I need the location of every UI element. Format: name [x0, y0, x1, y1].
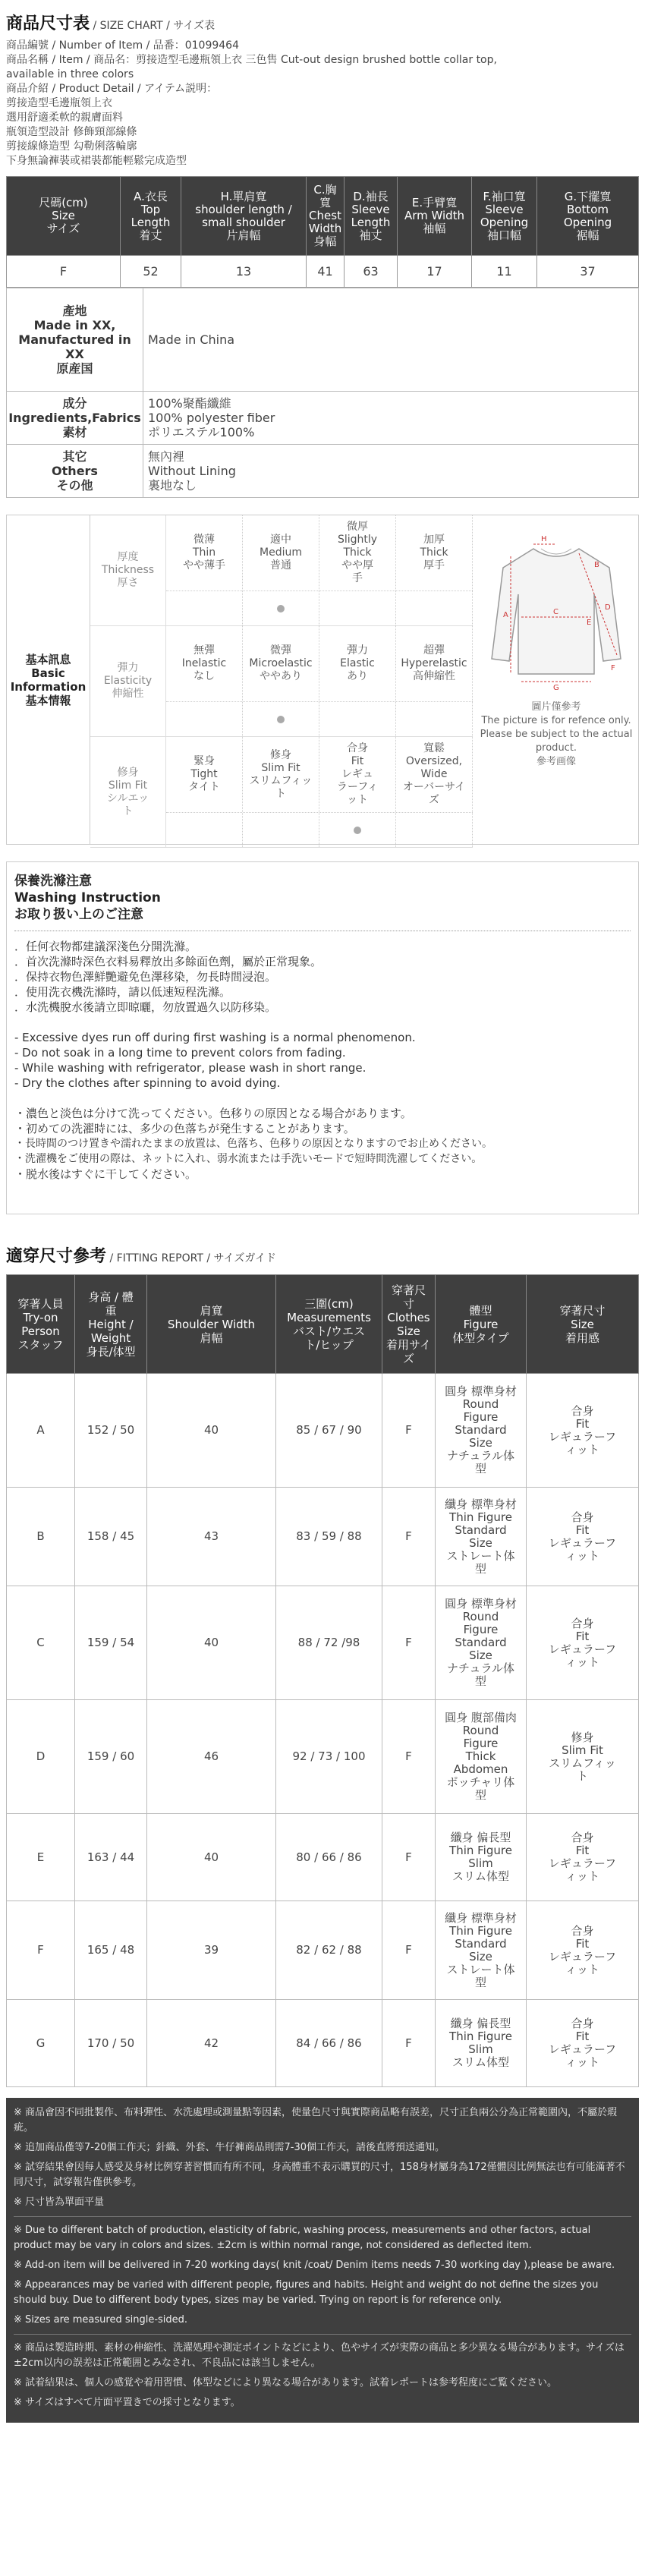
size-cell: 41 [307, 256, 345, 288]
size-header-label: F.袖口寬 Sleeve Opening 袖口幅 [480, 189, 529, 242]
wash-line: - While washing with refrigerator, please wash in short range. [14, 1061, 367, 1075]
size-header-label: 尺碼(cm) Size サイズ [39, 196, 88, 235]
size-header [7, 177, 121, 256]
wash-line: ・洗濯機をご使用の際は、ネットに入れ、弱水流または手洗いモードで短時間洗濯してください。 [14, 1153, 483, 1165]
note-line: ※ 追加商品僅等7-20個工作天；針織、外套、牛仔褲商品則需7-30個工作天，請後直將預送通知。 [14, 2142, 445, 2153]
size-header [537, 177, 639, 256]
fitting-header: 穿著人員 Try-on Person スタッフ [7, 1275, 75, 1374]
size-chart-subtitle: / SIZE CHART / サイズ表 [90, 20, 216, 32]
diagram-letter: G [553, 684, 559, 692]
basic-info-title: 基本訊息 Basic Information 基本情報 [10, 652, 87, 707]
size-header-label: A.衣長 Top Length 着丈 [131, 189, 171, 242]
selected-dot-icon [277, 716, 285, 723]
fitting-cell: 83 / 59 / 88 [276, 1488, 382, 1586]
size-header [345, 177, 398, 256]
basic-info-indicator [243, 813, 319, 847]
fitting-title: 適穿尺寸參考 [6, 1247, 107, 1266]
diagram-letter: B [594, 561, 599, 569]
info-line: 下身無論褲裝或裙裝都能輕鬆完成造型 [6, 155, 187, 167]
wash-line: ．保持衣物色澤鮮艷避免色澤移染，勿長時間浸泡。 [14, 970, 277, 984]
size-table [6, 176, 639, 288]
fitting-cell: 159 / 60 [75, 1700, 147, 1814]
fitting-cell: 圓身 腹部備肉 Round Figure Thick Abdomen ポッチャリ体 型 [436, 1700, 527, 1814]
basic-info-category: 修身 Slim Fit シルエッ ト [90, 737, 166, 847]
diagram-letter: D [605, 603, 611, 612]
fitting-cell: 82 / 62 / 88 [276, 1901, 382, 2000]
diagram-letter: F [611, 664, 615, 672]
fitting-cell: 合身 Fit レギュラーフ ィット [527, 1488, 639, 1586]
selected-dot-icon [277, 605, 285, 613]
wash-line: ．首次洗滌時深色衣料易釋放出多餘面色劑，屬於正常現象。 [14, 955, 322, 968]
basic-info-option: 微彈 Microelastic ややあり [243, 626, 319, 701]
note-line: ※ 尺寸皆為單面平量 [14, 2197, 105, 2208]
note-line: ※ Sizes are measured single-sided. [14, 2314, 188, 2326]
fitting-header: 穿著尺寸 Size 着用感 [527, 1275, 639, 1374]
note-line: ※ サイズはすべて片面平置きでの採寸となります。 [14, 2397, 241, 2408]
fitting-cell: C [7, 1586, 75, 1700]
fitting-cell: F [382, 1700, 436, 1814]
size-cell: 11 [472, 256, 537, 288]
fitting-cell: 40 [147, 1374, 276, 1488]
garment-diagram [473, 515, 640, 844]
fitting-cell: D [7, 1700, 75, 1814]
fitting-cell: 合身 Fit レギュラーフ ィット [527, 1901, 639, 2000]
info-line: 商品介紹 / Product Detail / アイテム説明： [6, 83, 218, 95]
fitting-cell: F [382, 1374, 436, 1488]
basic-info-indicator [396, 702, 473, 736]
note-line: ※ Appearances may be varied with different people, figures and habits. Height and weight do not define the sizes you should buy. Due to different body types, sizes may be varied. Trying on report is for reference only. [14, 2279, 599, 2306]
material-row [7, 288, 639, 392]
basic-info-option: 超彈 Hyperelastic 高伸縮性 [396, 626, 473, 701]
origin-value: Made in China [148, 332, 235, 347]
fitting-cell: 165 / 48 [75, 1901, 147, 2000]
size-chart-title: 商品尺寸表 [6, 14, 90, 33]
picture-caption: 圖片僅參考 The picture is for refence only. Please be subject to the actual product. 參考画像 [480, 701, 633, 767]
wash-line: ・濃色と淡色は分けて洗ってください。色移りの原因となる場合があります。 [14, 1107, 412, 1120]
fitting-cell: F [7, 1901, 75, 2000]
size-cell: 63 [345, 256, 398, 288]
wash-line: ・脱水後はすぐに干してください。 [14, 1167, 197, 1181]
note-line: ※ 試着結果は、個人の感覚や着用習慣、体型などにより異なる場合があります。試着レポートは参考程度にご覧ください。 [14, 2377, 557, 2389]
fitting-cell: F [382, 1488, 436, 1586]
material-value [143, 392, 639, 445]
info-line: 商品名稱 / Item / 商品名：剪接造型毛邊瓶領上衣 三色售 Cut-out design brushed bottle collar top, [6, 54, 497, 66]
fitting-header: 穿著尺 寸 Clothes Size 着用サイ ズ [382, 1275, 436, 1374]
fitting-cell: F [382, 1586, 436, 1700]
origin-label: 產地 Made in XX, Manufactured in XX 原産国 [18, 304, 131, 376]
others-label: 其它 Others その他 [52, 449, 98, 493]
basic-info-indicator [166, 591, 243, 625]
basic-info-row [90, 626, 473, 737]
info-line: 商品編號 / Number of Item / 品番：01099464 [6, 39, 239, 52]
fitting-cell: 纖身 偏長型 Thin Figure Slim スリム体型 [436, 2000, 527, 2087]
basic-info-indicator [319, 702, 396, 736]
note-line: ※ 商品會因不同批製作、布料彈性、水洗處理或測量點等因素，使量色尺寸與實際商品略有誤差，尺寸正負兩公分為正常範圍內，不屬於瑕疵。 [14, 2107, 618, 2134]
wash-line: ．任何衣物都建議深淺色分開洗滌。 [14, 940, 197, 953]
size-header [472, 177, 537, 256]
basic-info-option: 修身 Slim Fit スリムフィッ ト [243, 737, 319, 812]
table-row [7, 1586, 639, 1700]
material-row [7, 445, 639, 498]
fitting-cell: 152 / 50 [75, 1374, 147, 1488]
notes-panel [6, 2098, 639, 2423]
diagram-letter: A [503, 611, 508, 619]
material-table [6, 288, 639, 498]
basic-info-grid [90, 515, 473, 848]
info-line: 剪接線條造型 勾勒俐落輪廓 [6, 140, 137, 153]
material-label [7, 392, 143, 445]
material-value [143, 445, 639, 498]
diagram-letter: C [553, 608, 558, 616]
fitting-cell: 纖身 偏長型 Thin Figure Slim スリム体型 [436, 1814, 527, 1901]
material-label [7, 288, 143, 392]
note-line: ※ 商品は製造時期、素材の伸縮性、洗濯処理や測定ポイントなどにより、色やサイズが実際の商品と多少異なる場合があります。サイズは±2cm以内の誤差は正常範囲とみなされ、不良品には該当しません。 [14, 2342, 625, 2369]
fitting-cell: 40 [147, 1814, 276, 1901]
fitting-cell: 163 / 44 [75, 1814, 147, 1901]
fitting-cell: F [382, 2000, 436, 2087]
note-line: ※ 試穿結果會因每人感受及身材比例穿著習慣而有所不同，身高體重不表示購買的尺寸，158身材屬身為172僅體因比例無法也有可能滿著不同尺寸，試穿報告僅供參考。 [14, 2162, 625, 2188]
basic-info-indicator [166, 702, 243, 736]
table-row [7, 1700, 639, 1814]
divider [14, 2334, 631, 2335]
fabric-value: 100%聚酯纖維 100% polyester fiber ポリエステル100% [148, 396, 275, 439]
size-header-label: D.袖長 Sleeve Length 袖丈 [351, 189, 391, 242]
material-row [7, 392, 639, 445]
basic-info-option: 寬鬆 Oversized, Wide オーバーサイ ズ [396, 737, 473, 812]
info-line: 瓶領造型設計 修飾頸部線條 [6, 126, 137, 138]
fitting-header: 三圍(cm) Measurements バスト/ウエス ト/ヒップ [276, 1275, 382, 1374]
fitting-cell: 84 / 66 / 86 [276, 2000, 382, 2087]
table-row [7, 1901, 639, 2000]
basic-info-option: 合身 Fit レギュ ラーフィ ット [319, 737, 396, 812]
wash-line: ．水洗機脫水後請立即晾曬，勿放置過久以防移染。 [14, 1000, 277, 1014]
info-line: 剪接造型毛邊瓶領上衣 [6, 97, 112, 109]
basic-info-category: 厚度 Thickness 厚さ [90, 515, 166, 625]
info-line: available in three colors [6, 68, 134, 80]
basic-info-indicator [396, 813, 473, 847]
size-cell: F [7, 256, 121, 288]
product-info [6, 39, 639, 168]
size-header-label: G.下擺寬 Bottom Opening 裾幅 [563, 189, 612, 242]
fitting-cell: 合身 Fit レギュラーフ ィット [527, 1586, 639, 1700]
fitting-cell: 80 / 66 / 86 [276, 1814, 382, 1901]
size-header [398, 177, 472, 256]
fitting-cell: 159 / 54 [75, 1586, 147, 1700]
fitting-cell: 42 [147, 2000, 276, 2087]
fitting-cell: 46 [147, 1700, 276, 1814]
basic-info-option: 微厚 Slightly Thick やや厚 手 [319, 515, 396, 590]
basic-info-panel [6, 515, 639, 845]
fitting-cell: 圓身 標準身材 Round Figure Standard Size ナチュラル体 型 [436, 1586, 527, 1700]
size-header [307, 177, 345, 256]
fitting-heading [6, 1233, 639, 1267]
fitting-cell: 圓身 標準身材 Round Figure Standard Size ナチュラル体 型 [436, 1374, 527, 1488]
wash-line: - Do not soak in a long time to prevent colors from fading. [14, 1046, 346, 1060]
fitting-cell: 88 / 72 /98 [276, 1586, 382, 1700]
size-header [181, 177, 307, 256]
fitting-cell: 合身 Fit レギュラーフ ィット [527, 1374, 639, 1488]
fitting-cell: 合身 Fit レギュラーフ ィット [527, 1814, 639, 1901]
fitting-cell: 纖身 標準身材 Thin Figure Standard Size ストレート体 型 [436, 1901, 527, 2000]
basic-info-indicator [166, 813, 243, 847]
table-row [7, 1488, 639, 1586]
table-row [7, 1374, 639, 1488]
size-header [121, 177, 181, 256]
fitting-header: 體型 Figure 体型タイプ [436, 1275, 527, 1374]
basic-info-option: 微薄 Thin やや薄手 [166, 515, 243, 590]
fitting-cell: 纖身 標準身材 Thin Figure Standard Size ストレート体 型 [436, 1488, 527, 1586]
note-line: ※ Add-on item will be delivered in 7-20 working days( knit /coat/ Denim items needs 7-30 working day ),please be aware. [14, 2260, 615, 2271]
fitting-cell: E [7, 1814, 75, 1901]
basic-info-indicator [319, 591, 396, 625]
size-cell: 13 [181, 256, 307, 288]
fitting-cell: A [7, 1374, 75, 1488]
table-row [7, 1814, 639, 1901]
washing-title: 保養洗滌注意 Washing Instruction お取り扱い上のご注意 [14, 874, 161, 922]
note-line: ※ Due to different batch of production, elasticity of fabric, washing process, measurements and other factors, actual product may be vary in colors and sizes. ±2cm is within normal range, not considered as deflected item. [14, 2225, 591, 2251]
info-line: 選用舒適柔軟的親膚面料 [6, 112, 123, 124]
fitting-cell: 43 [147, 1488, 276, 1586]
basic-info-option: 彈力 Elastic あり [319, 626, 396, 701]
basic-info-category: 彈力 Elasticity 伸縮性 [90, 626, 166, 736]
wash-line: - Excessive dyes run off during first washing is a normal phenomenon. [14, 1031, 416, 1044]
size-chart-heading [6, 0, 639, 34]
wash-line: ．使用洗衣機洗滌時，請以低速短程洗滌。 [14, 985, 231, 999]
size-cell: 52 [121, 256, 181, 288]
basic-info-row [90, 737, 473, 848]
material-label [7, 445, 143, 498]
basic-info-option: 加厚 Thick 厚手 [396, 515, 473, 590]
basic-info-row [90, 515, 473, 626]
fitting-cell: 85 / 67 / 90 [276, 1374, 382, 1488]
basic-info-option: 緊身 Tight タイト [166, 737, 243, 812]
fitting-cell: 修身 Slim Fit スリムフィッ ト [527, 1700, 639, 1814]
fitting-cell: 40 [147, 1586, 276, 1700]
fitting-cell: 170 / 50 [75, 2000, 147, 2087]
basic-info-option: 適中 Medium 普通 [243, 515, 319, 590]
basic-info-indicator [319, 813, 396, 847]
size-header-label: E.手臂寬 Arm Width 袖幅 [404, 196, 465, 235]
fitting-header-row [7, 1275, 639, 1374]
material-value [143, 288, 639, 392]
wash-line: ・長時間のつけ置きや濡れたままの放置は、色落ち、色移りの原因となりますのでお止めください。 [14, 1138, 492, 1150]
fitting-cell: F [382, 1814, 436, 1901]
sweater-diagram-icon [480, 526, 632, 693]
fitting-cell: F [382, 1901, 436, 2000]
fitting-cell: 39 [147, 1901, 276, 2000]
table-row [7, 2000, 639, 2087]
size-header-label: H.單肩寬 shoulder length / small shoulder 片肩幅 [195, 189, 292, 242]
basic-info-indicator [243, 591, 319, 625]
size-cell: 37 [537, 256, 639, 288]
fitting-cell: B [7, 1488, 75, 1586]
wash-line: ・初めての洗濯時には、多少の色落ちが発生することがあります。 [14, 1122, 355, 1135]
basic-info-indicator [243, 702, 319, 736]
fabric-label: 成分 Ingredients,Fabrics 素材 [8, 396, 141, 439]
fitting-cell: 合身 Fit レギュラーフ ィット [527, 2000, 639, 2087]
size-cell: 17 [398, 256, 472, 288]
fitting-subtitle: / FITTING REPORT / サイズガイド [106, 1252, 276, 1264]
basic-info-indicator [396, 591, 473, 625]
fitting-cell: 92 / 73 / 100 [276, 1700, 382, 1814]
washing-instruction [6, 861, 639, 1214]
fitting-table [6, 1274, 639, 2087]
others-value: 無內裡 Without Lining 裏地なし [148, 449, 236, 493]
selected-dot-icon [354, 827, 361, 834]
diagram-letter: E [587, 619, 592, 627]
table-row [7, 256, 639, 288]
basic-info-label [7, 515, 90, 844]
fitting-header: 身高 / 體 重 Height / Weight 身長/体型 [75, 1275, 147, 1374]
fitting-cell: 158 / 45 [75, 1488, 147, 1586]
wash-line: - Dry the clothes after spinning to avoid dying. [14, 1076, 281, 1090]
diagram-letter: H [541, 535, 547, 543]
fitting-header: 肩寬 Shoulder Width 肩幅 [147, 1275, 276, 1374]
basic-info-option: 無彈 Inelastic なし [166, 626, 243, 701]
size-header-label: C.胸寬 Chest Width 身幅 [308, 183, 342, 248]
fitting-cell: G [7, 2000, 75, 2087]
divider [14, 2216, 631, 2217]
